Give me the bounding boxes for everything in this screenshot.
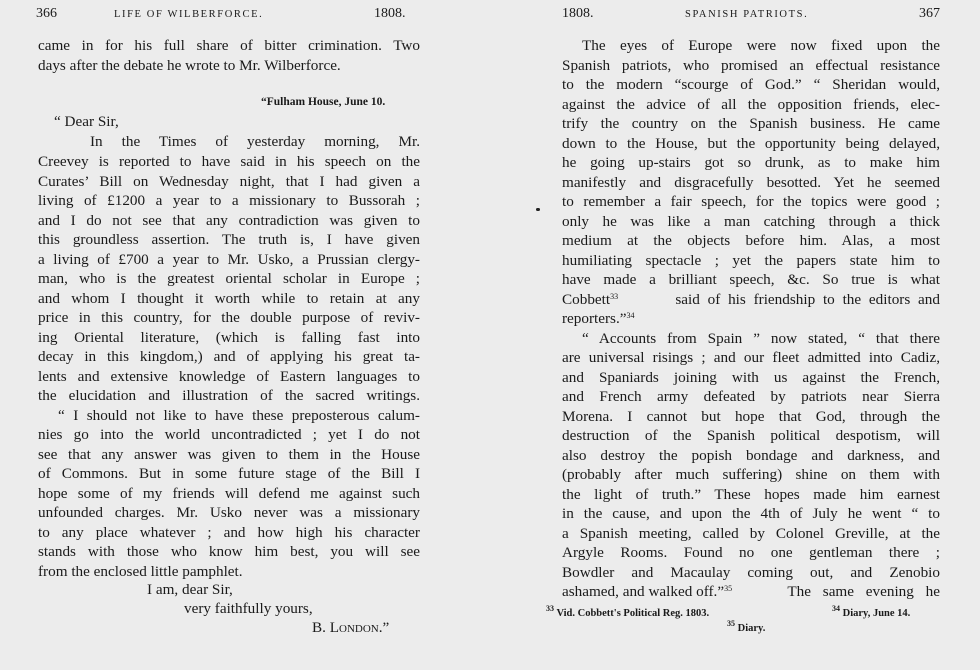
letter-signature: B. London.”	[312, 619, 390, 636]
text-line: stands with those who know him best, you will see	[38, 543, 420, 560]
footnote-ref[interactable]: 34	[626, 311, 635, 320]
text-line: and French army defeated by patriots near Sierra	[562, 388, 940, 405]
left-page	[38, 0, 420, 670]
letter-closing: I am, dear Sir,	[147, 581, 233, 598]
text-line: to the modern “scourge of God.” “ Sheridan would,	[562, 76, 940, 93]
text-line: medium at the objects before him. Alas, a most	[562, 232, 940, 249]
running-head-right	[562, 6, 940, 26]
text-line: have made a brilliant speech, &c. So true is what	[562, 271, 940, 288]
text-line: and Spaniards joining with us against the French,	[562, 369, 940, 386]
text-line: living of £1200 a year to a missionary to Bussorah ;	[38, 192, 420, 209]
text-line: and I do not see that any contradiction was given to	[38, 212, 420, 229]
text-line: from the enclosed little pamphlet.	[38, 563, 243, 580]
footnote-text: Diary, June 14.	[842, 608, 911, 619]
text-line: Morena. I cannot but hope that God, through the	[562, 408, 940, 425]
text-line: Argyle Rooms. Found no one gentleman there ;	[562, 544, 940, 561]
text-line: price in this country, for the double purpose of reviv-	[38, 309, 420, 326]
text-line: trify the country on the Spanish business. He came	[562, 115, 940, 132]
footnote-marker: 33	[546, 604, 554, 613]
text-fragment: Cobbett	[562, 291, 611, 308]
footnotes	[546, 604, 940, 644]
text-line: Bowdler and Macaulay coming out, and Zenobio	[562, 564, 940, 581]
text-line: destruction of the Spanish political despotism, will	[562, 427, 940, 444]
footnote	[727, 619, 766, 634]
page-number: 367	[919, 6, 940, 21]
footnote	[832, 604, 911, 619]
letter-closing: very faithfully yours,	[184, 600, 313, 617]
running-year: 1808.	[562, 6, 594, 21]
text-line: a living of £700 a year to Mr. Usko, a Prussian clergy-	[38, 251, 420, 268]
footnote	[546, 604, 710, 619]
running-title: LIFE OF WILBERFORCE.	[114, 9, 264, 20]
running-head-left	[38, 6, 420, 26]
footnote-ref[interactable]: 33	[610, 292, 619, 301]
text-line: a Spanish meeting, called by Colonel Greville, at the	[562, 525, 940, 542]
text-line: this groundless assertion. The truth is, I have given	[38, 231, 420, 248]
text-line: he going up-stairs got so drunk, as to make him	[562, 154, 940, 171]
text-line: In the Times of yesterday morning, Mr.	[90, 133, 420, 150]
text-fragment: said of his friendship to the editors and	[667, 291, 940, 308]
scan-speck	[536, 208, 540, 211]
text-line: manifestly and disgracefully besotted. Yet he seemed	[562, 174, 940, 191]
text-line: of Commons. But in some future stage of the Bill I	[38, 465, 420, 482]
text-line: The eyes of Europe were now fixed upon the	[582, 37, 940, 54]
text-line	[562, 290, 940, 310]
text-line: to remember a fair speech, for the topics were good ;	[562, 193, 940, 210]
right-page	[546, 0, 940, 670]
text-line: ing Oriental literature, (which is falling fast into	[38, 329, 420, 346]
text-line: decay in this kingdom,) and of applying his great ta-	[38, 348, 420, 365]
text-line: “ Accounts from Spain ” now stated, “ that there	[582, 330, 940, 347]
text-line: see that any answer was given to them in the House	[38, 446, 420, 463]
text-line: humiliating spectacle ; yet the papers state him to	[562, 252, 940, 269]
text-fragment: reporters.”	[562, 310, 627, 327]
text-line: man, who is the greatest oriental scholar in Europe ;	[38, 270, 420, 287]
text-line: Spanish patriots, who promised an effectual resistance	[562, 57, 940, 74]
text-line: the light of truth.” These hopes made him earnest	[562, 486, 940, 503]
text-line: came in for his full share of bitter crimination. Two	[38, 37, 420, 54]
text-line: Creevey is reported to have said in his speech on the	[38, 153, 420, 170]
text-line: lents and extensive knowledge of Eastern languages to	[38, 368, 420, 385]
running-title: SPANISH PATRIOTS.	[685, 9, 809, 20]
text-line: the elucidation and illustration of the sacred writings.	[38, 387, 420, 404]
footnote-ref[interactable]: 35	[724, 584, 733, 593]
text-line: also destroy the popish bondage and darkness, and	[562, 447, 940, 464]
letter-dateline: “Fulham House, June 10.	[261, 96, 386, 108]
text-line: Curates’ Bill on Wednesday night, that I had given a	[38, 173, 420, 190]
text-line: only he was like a man catching through a thick	[562, 213, 940, 230]
page-number: 366	[36, 6, 57, 21]
footnote-marker: 35	[727, 619, 735, 628]
letter-salutation: “ Dear Sir,	[54, 113, 119, 130]
text-line: in the cause, and upon the 4th of July he went “ to	[562, 505, 940, 522]
footnote-marker: 34	[832, 604, 840, 613]
footnote-text: Vid. Cobbett's Political Reg. 1803.	[556, 608, 710, 619]
text-line: days after the debate he wrote to Mr. Wilberforce.	[38, 57, 341, 74]
text-line: hope some of my friends will defend me against such	[38, 485, 420, 502]
text-line: against the advice of all the opposition friends, elec-	[562, 96, 940, 113]
running-year: 1808.	[374, 6, 406, 21]
text-line: unfounded charges. Mr. Usko never was a missionary	[38, 504, 420, 521]
text-fragment: The same evening he	[787, 583, 940, 600]
text-fragment: ashamed, and walked off.”	[562, 583, 725, 600]
text-line: “ I should not like to have these preposterous calum-	[58, 407, 420, 424]
text-line: nies go into the world uncontradicted ; yet I do not	[38, 426, 420, 443]
text-line: and whom I thought it worth while to retain at any	[38, 290, 420, 307]
text-line	[562, 309, 940, 329]
text-line: down to the House, but the opportunity being delayed,	[562, 135, 940, 152]
text-line	[562, 582, 940, 602]
text-line: are universal risings ; and our fleet admitted into Cadiz,	[562, 349, 940, 366]
text-line: to any place whatever ; and how high his character	[38, 524, 420, 541]
footnote-text: Diary.	[737, 623, 766, 634]
text-line: (probably after much suffering) shine on them with	[562, 466, 940, 483]
